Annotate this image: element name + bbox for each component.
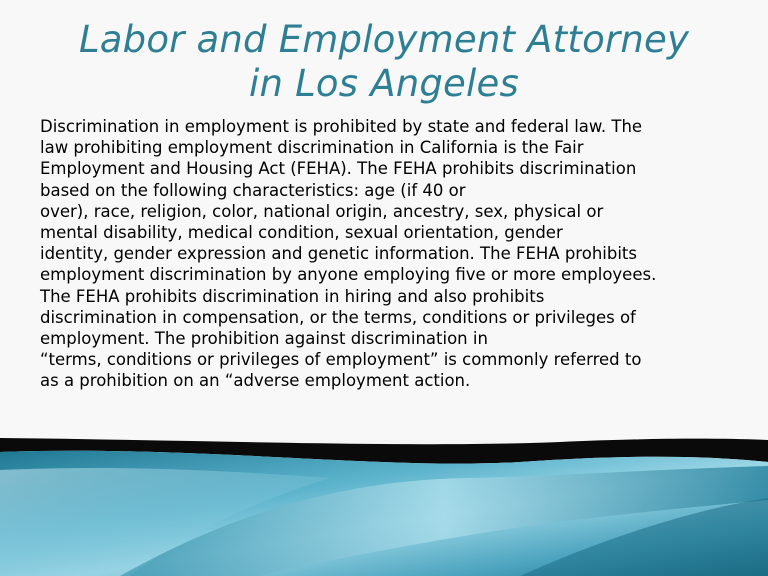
- body-line: Employment and Housing Act (FEHA). The FEHA prohibits discrimination: [40, 159, 637, 179]
- body-line: based on the following characteristics: age (if 40 or: [40, 180, 466, 200]
- slide-title: [0, 18, 768, 106]
- body-line: employment discrimination by anyone employing five or more employees.: [40, 265, 657, 285]
- title-line-1: Labor and Employment Attorney: [78, 18, 690, 61]
- body-line: Discrimination in employment is prohibited by state and federal law. The: [40, 117, 643, 136]
- body-line: discrimination in compensation, or the terms, conditions or privileges of: [40, 307, 636, 327]
- title-line-2: in Los Angeles: [249, 62, 519, 105]
- body-paragraph: [40, 116, 745, 392]
- body-line: law prohibiting employment discrimination in California is the Fair: [40, 138, 584, 158]
- body-line: identity, gender expression and genetic information. The FEHA prohibits: [40, 244, 637, 264]
- body-line: employment. The prohibition against discrimination in: [40, 329, 488, 349]
- body-line: “terms, conditions or privileges of employment” is commonly referred to: [40, 350, 642, 370]
- body-line: as a prohibition on an “adverse employment action.: [40, 371, 471, 391]
- body-line: over), race, religion, color, national origin, ancestry, sex, physical or: [40, 201, 604, 221]
- body-line: The FEHA prohibits discrimination in hiring and also prohibits: [40, 286, 545, 306]
- body-line: mental disability, medical condition, sexual orientation, gender: [40, 223, 563, 243]
